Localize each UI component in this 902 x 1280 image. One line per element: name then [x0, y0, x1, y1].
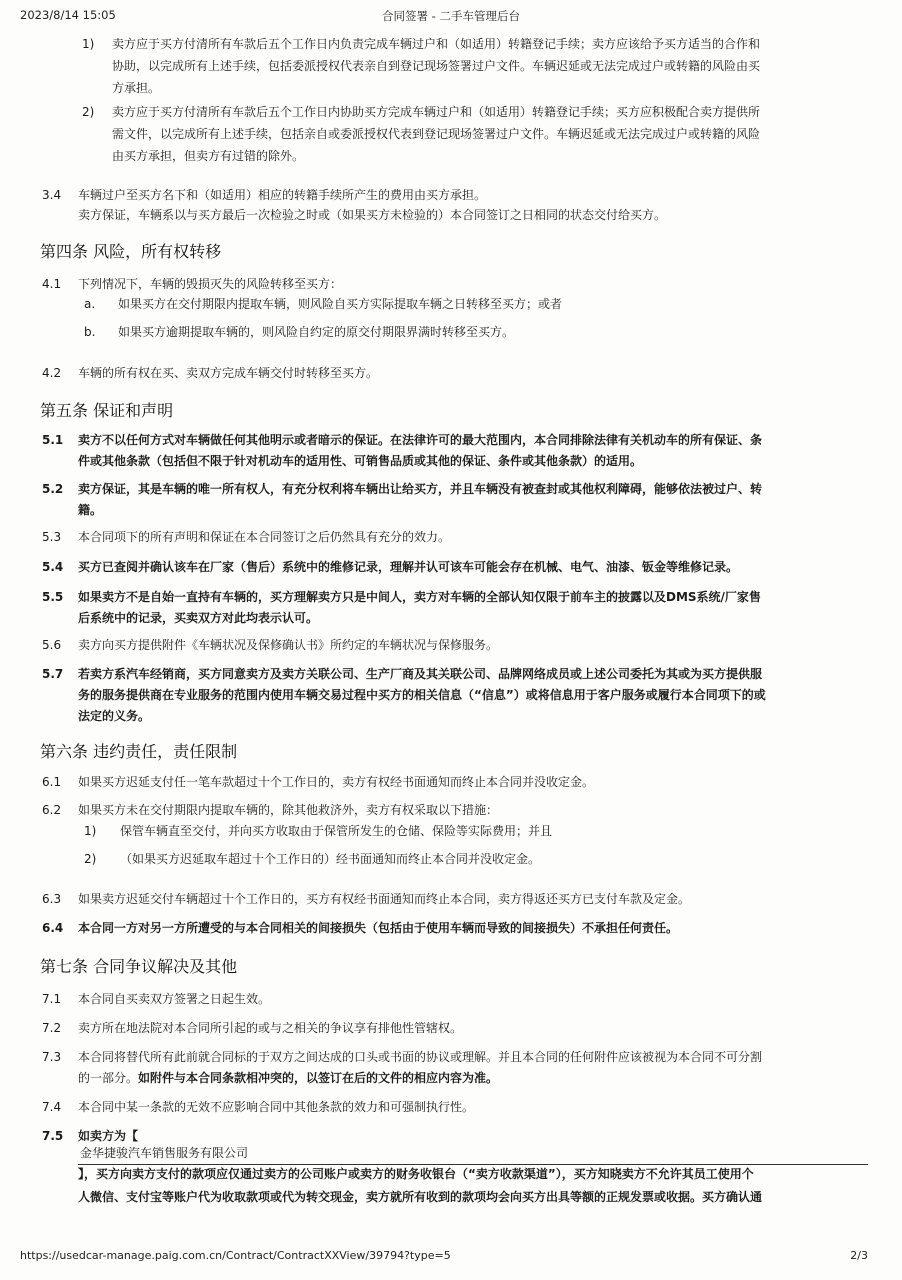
clause-number: 3.4 [42, 188, 62, 202]
clause-number: 5.3 [42, 530, 62, 544]
clause-text: 车辆过户至买方名下和（如适用）相应的转籍手续所产生的费用由买方承担。 [78, 188, 487, 202]
print-page-title: 合同签署 - 二手车管理后台 [382, 9, 520, 23]
item-number: 2) [82, 105, 95, 119]
clause-text: 保管车辆直至交付，并向买方收取由于保管所发生的仓储、保险等实际费用；并且 [120, 824, 553, 838]
clause-text-line: 件或其他条款（包括但不限于针对机动车的适用性、可销售品质或其他的保证、条件或其他条款）的适用。 [78, 454, 643, 468]
clause-label: 如卖方为【 [78, 1129, 139, 1143]
item-number: b. [84, 325, 96, 339]
clause-text: 如果买方在交付期限内提取车辆，则风险自买方实际提取车辆之日转移至买方；或者 [118, 297, 563, 311]
clause-number: 6.3 [42, 892, 62, 906]
clause-text-line [78, 1067, 498, 1089]
clause-number: 7.2 [42, 1021, 62, 1035]
clause-text-line: 协助，以完成所有上述手续，包括委派授权代表亲自到登记现场签署过户文件。车辆迟延或无法完成过户或转籍的风险由买 [112, 59, 761, 73]
clause-number: 5.7 [42, 667, 64, 681]
article-5-heading: 第五条 保证和声明 [40, 401, 174, 420]
clause-number: 4.1 [42, 277, 62, 291]
item-number: 1) [82, 37, 95, 51]
clause-number: 5.4 [42, 560, 64, 574]
clause-text: 卖方应于买方付清所有车款后五个工作日内负责完成车辆过户和（如适用）转籍登记手续；卖方应该给予买方适当的合作和 [112, 37, 761, 51]
clause-text-line: 人微信、支付宝等账户代为收取款项或代为转交现金，卖方就所有收到的款项均会向买方出具等额的正规发票或收据。买方确认通 [78, 1190, 763, 1204]
page-url: https://usedcar-manage.paig.com.cn/Contract/ContractXXView/39794?type=5 [20, 1249, 451, 1262]
clause-text: 如果买方逾期提取车辆的，则风险自约定的原交付期限界满时转移至买方。 [118, 325, 515, 339]
clause-text: 如果买方迟延支付任一笔车款超过十个工作日的，卖方有权经书面通知而终止本合同并没收定金。 [78, 775, 595, 789]
clause-text: 本合同中某一条款的无效不应影响合同中其他条款的效力和可强制执行性。 [78, 1100, 475, 1114]
clause-text: 卖方应于买方付清所有车款后五个工作日内协助买方完成车辆过户和（如适用）转籍登记手续；买方应积极配合卖方提供所 [112, 105, 761, 119]
clause-text-line: 】，买方向卖方支付的款项应仅通过卖方的公司账户或卖方的财务收银台（“卖方收款渠道”），买方知晓卖方不允许其员工使用个 [78, 1167, 754, 1181]
clause-number: 6.1 [42, 775, 62, 789]
clause-text: 卖方保证，其是车辆的唯一所有权人，有充分权利将车辆出让给买方，并且车辆没有被查封或其他权利障碍，能够依法被过户、转 [78, 482, 763, 496]
clause-text: 的一部分。 [78, 1071, 139, 1085]
clause-text-line: 由买方承担，但卖方有过错的除外。 [112, 149, 305, 163]
print-datetime: 2023/8/14 15:05 [20, 8, 116, 22]
clause-text-line: 法定的义务。 [78, 709, 151, 723]
page-number: 2/3 [850, 1249, 868, 1262]
item-number: 2) [84, 852, 97, 866]
clause-text: 如果买方未在交付期限内提取车辆的，除其他救济外，卖方有权采取以下措施： [78, 803, 499, 817]
clause-number: 7.1 [42, 992, 62, 1006]
clause-number: 4.2 [42, 366, 62, 380]
item-number: a. [84, 297, 96, 311]
clause-text: （如果买方迟延取车超过十个工作日的）经书面通知而终止本合同并没收定金。 [120, 852, 541, 866]
article-7-heading: 第七条 合同争议解决及其他 [40, 957, 238, 976]
clause-text: 卖方向买方提供附件《车辆状况及保修确认书》所约定的车辆状况与保修服务。 [78, 638, 499, 652]
clause-text-line: 籍。 [78, 503, 103, 517]
clause-number: 6.4 [42, 921, 64, 935]
clause-number: 5.6 [42, 638, 62, 652]
clause-text: 车辆的所有权在买、卖双方完成车辆交付时转移至买方。 [78, 366, 379, 380]
clause-text: 本合同将替代所有此前就合同标的于双方之间达成的口头或书面的协议或理解。并且本合同的任何附件应该被视为本合同不可分割 [78, 1050, 763, 1064]
clause-text: 若卖方系汽车经销商，买方同意卖方及卖方关联公司、生产厂商及其关联公司、品牌网络成员或上述公司委托为其或为买方提供服 [78, 667, 763, 681]
clause-text-line: 后系统中的记录，买卖双方对此均表示认可。 [78, 611, 319, 625]
clause-number: 5.2 [42, 482, 64, 496]
clause-number: 7.4 [42, 1100, 62, 1114]
item-number: 1) [84, 824, 97, 838]
clause-number: 6.2 [42, 803, 62, 817]
clause-text: 如果卖方不是自始一直持有车辆的，买方理解卖方只是中间人，卖方对车辆的全部认知仅限于前车主的披露以及DMS系统/厂家售 [78, 590, 761, 604]
clause-text: 本合同自买卖双方签署之日起生效。 [78, 992, 271, 1006]
clause-text: 卖方所在地法院对本合同所引起的或与之相关的争议享有排他性管辖权。 [78, 1021, 463, 1035]
clause-text-line: 务的服务提供商在专业服务的范围内使用车辆交易过程中买方的相关信息（“信息”）或将信息用于客户服务或履行本合同项下的或 [78, 688, 766, 702]
clause-number: 5.1 [42, 433, 64, 447]
clause-number: 7.3 [42, 1050, 62, 1064]
clause-number: 7.5 [42, 1129, 64, 1143]
clause-text: 卖方不以任何方式对车辆做任何其他明示或者暗示的保证。在法律许可的最大范围内，本合同排除法律有关机动车的所有保证、条 [78, 433, 763, 447]
clause-text-line: 方承担。 [112, 81, 161, 95]
clause-text-line: 需文件，以完成所有上述手续，包括亲自或委派授权代表到登记现场签署过户文件。车辆迟延或无法完成过户或转籍的风险 [112, 127, 761, 141]
clause-text: 下列情况下，车辆的毁损灭失的风险转移至买方： [78, 277, 343, 291]
clause-number: 5.5 [42, 590, 64, 604]
article-6-heading: 第六条 违约责任，责任限制 [40, 742, 238, 761]
clause-text: 本合同一方对另一方所遭受的与本合同相关的间接损失（包括由于使用车辆而导致的间接损失）不承担任何责任。 [78, 921, 679, 935]
clause-text: 如果卖方迟延交付车辆超过十个工作日的，买方有权经书面通知而终止本合同，卖方得返还买方已支付车款及定金。 [78, 892, 691, 906]
article-4-heading: 第四条 风险，所有权转移 [40, 242, 222, 261]
seller-name: 金华捷骏汽车销售服务有限公司 [80, 1146, 249, 1160]
clause-text: 买方已查阅并确认该车在厂家（售后）系统中的维修记录，理解并认可该车可能会存在机械、电气、油漆、钣金等维修记录。 [78, 560, 739, 574]
clause-text: 本合同项下的所有声明和保证在本合同签订之后仍然具有充分的效力。 [78, 530, 451, 544]
clause-text-line: 卖方保证，车辆系以与买方最后一次检验之时或（如果买方未检验的）本合同签订之日相同的状态交付给买方。 [78, 208, 667, 222]
clause-text-bold: 如附件与本合同条款相冲突的，以签订在后的文件的相应内容为准。 [138, 1071, 499, 1085]
